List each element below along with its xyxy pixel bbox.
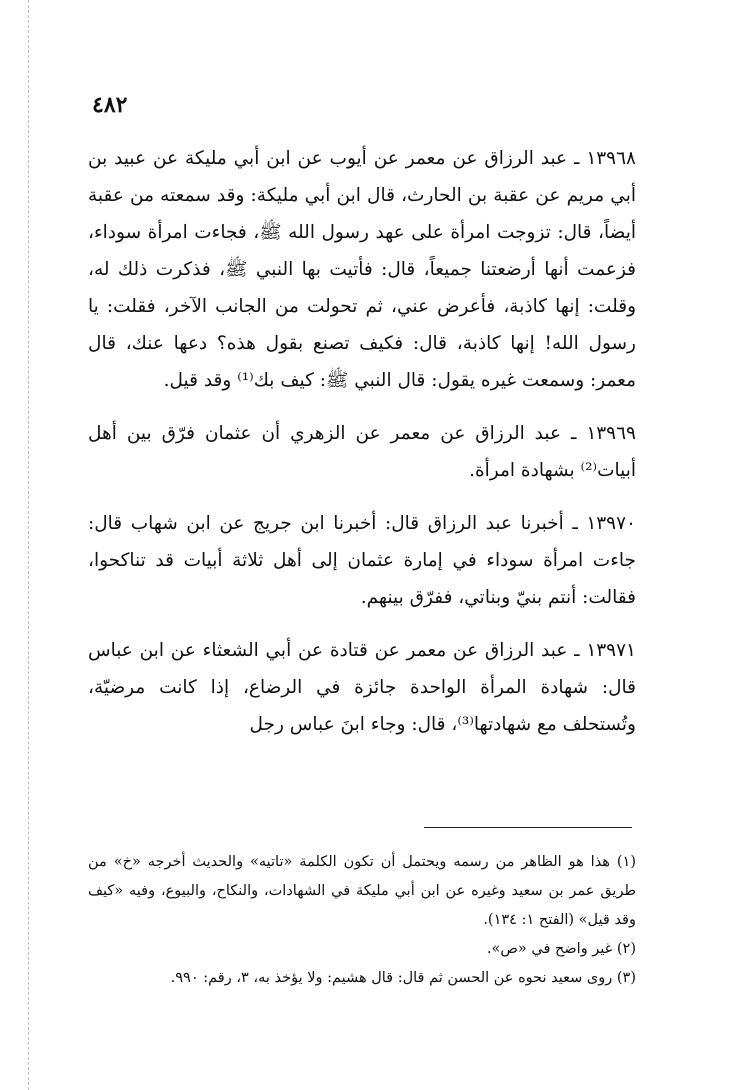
footnote-2: (٢) غير واضح في «ص».	[486, 941, 636, 957]
binding-margin-line	[28, 0, 29, 1090]
main-text	[88, 140, 636, 759]
hadith-13968: ١٣٩٦٨ ـ عبد الرزاق عن معمر عن أيوب عن ابن أبي مليكة عن عبيد بن أبي مريم عن عقبة بن الحارث، قال ابن أبي مليكة: وقد سمعته من عقبة أيضاً، قال: تزوجت امرأة على عهد رسول الله ﷺ، فجاءت امرأة سوداء، فزعمت أنها أرضعتنا جميعاً، قال: فأتيت بها النبي ﷺ، فذكرت ذلك له، وقلت: إنها كاذبة، فأعرض عني، ثم تحولت من الجانب الآخر، فقلت: يا رسول الله! إنها كاذبة، قال: فكيف تصنع بقول هذه؟ دعها عنك، قال معمر: وسمعت غيره يقول: قال النبي ﷺ: كيف بك⁽¹⁾ وقد قيل.	[88, 148, 636, 391]
footnotes	[88, 848, 636, 993]
hadith-13970: ١٣٩٧٠ ـ أخبرنا عبد الرزاق قال: أخبرنا ابن جريج عن ابن شهاب قال: جاءت امرأة سوداء في إمارة عثمان إلى أهل ثلاثة أبيات قد تناكحوا، فقالت: أنتم بنيّ وبناتي، ففرّق بينهم.	[88, 513, 636, 608]
page-number: ٤٨٢	[92, 92, 128, 118]
footnote-3: (٣) روى سعيد نحوه عن الحسن ثم قال: قال هشيم: ولا يؤخذ به، ٣، رقم: ٩٩٠.	[170, 970, 636, 986]
hadith-13969: ١٣٩٦٩ ـ عبد الرزاق عن معمر عن الزهري أن عثمان فرّق بين أهل أبيات⁽²⁾ بشهادة امرأة.	[88, 423, 636, 481]
footnote-separator	[424, 827, 632, 828]
hadith-13971: ١٣٩٧١ ـ عبد الرزاق عن معمر عن قتادة عن أبي الشعثاء عن ابن عباس قال: شهادة المرأة الواحدة جائزة في الرضاع، إذا كانت مرضيّة، وتُستحلف مع شهادتها⁽³⁾، قال: وجاء ابنَ عباس رجل	[88, 640, 636, 735]
footnote-1: (١) هذا هو الظاهر من رسمه ويحتمل أن تكون الكلمة «تاتيه» والحديث أخرجه «خ» من طريق عمر بن سعيد وغيره عن ابن أبي مليكة في الشهادات، والنكاح، والبيوع، وفيه «كيف وقد قيل» (الفتح ١: ١٣٤).	[88, 854, 636, 928]
